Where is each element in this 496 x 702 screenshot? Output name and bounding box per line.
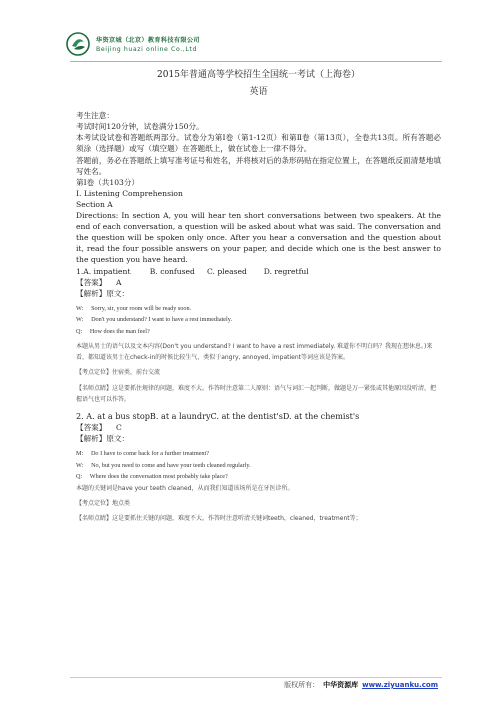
footer-url-link[interactable]: www.ziyuanku.com [362, 681, 438, 689]
question-2-analysis-label: 【解析】原文： [76, 434, 130, 444]
page-header [66, 30, 446, 60]
company-name-cn: 华资京城（北京）教育科技有限公司 [96, 37, 200, 44]
part-one-heading: 第Ⅰ卷（共103分） [76, 177, 140, 187]
question-2-line-q: Q: Where does the conversation most probably take place? [76, 473, 228, 481]
footer-site-name: 中华资源库 [323, 681, 359, 689]
footer-divider [70, 677, 442, 678]
page-footer [284, 680, 438, 690]
company-logo-icon [66, 32, 90, 56]
question-2-line-w1: W: No, but you need to come and have your teeth cleaned regularly. [76, 461, 251, 469]
question-2-tip: 【名师点睛】这是要抓住关键的问题，难度不大。作答时注意听清关键词teeth，cleaned，treatment等； [76, 514, 362, 522]
question-1-line-q: Q: How does the man feel? [76, 327, 150, 335]
question-2-note: 本题的关键词是have your teeth cleaned，从而我们知道该场所是在牙医诊所。 [76, 484, 294, 492]
question-2-answer: 【答案】 C [76, 423, 122, 433]
question-1-answer: 【答案】 A [76, 277, 122, 287]
question-1-point: 【考点定位】住宿类，前台交流 [76, 369, 161, 377]
exam-title: 2015年普通高等学校招生全国统一考试（上海卷） [157, 70, 360, 80]
question-1-line-w2: W: Don't you understand? I want to have a rest immediately. [76, 316, 232, 324]
question-2-options: 2. A. at a bus stopB. at a laundryC. at the dentist'sD. at the chemist's [76, 411, 360, 422]
header-divider [70, 61, 442, 62]
directions-text: Directions: In section A, you will hear ten short conversations between two speakers. At the end of each conversation, a question will be asked about what was said. The conversation and the question will be spoken only once. After you hear a conversation and the question about it, read the four possible answers on your paper, and decide which one is the best answer to the question you have heard. [76, 211, 441, 265]
notice-paper: 本考试设试卷和答题纸两部分。试卷分为第Ⅰ卷（第1-12页）和第Ⅱ卷（第13页），全卷共13页。所有答题必须涂（选择题）或写（填空题）在答题纸上，做在试卷上一律不得分。 [76, 133, 441, 154]
question-2-line-m1: M: Do I have to come back for a further treatment? [76, 450, 209, 458]
question-1-line-w1: W: Sorry, sir, your room will be ready soon. [76, 304, 192, 312]
question-2-point: 【考点定位】地点类 [76, 499, 131, 507]
section-a-heading: Section A [76, 199, 113, 209]
question-1-note: 本题从男士的语气以及文本内容(Don't you understand? I want to have a rest immediately. 难道你不明白吗？我现在想休息。)来看，都知道该男士在check-in的时候比较生气，类似于angry, annoyed, impatient等词应该是答案。 [76, 343, 433, 362]
question-1-analysis-label: 【解析】原文： [76, 288, 130, 298]
company-name-en: Beijing huazi online Co.,Ltd [96, 46, 197, 53]
question-1-tip: 【名师点睛】这是要抓住规律的问题，难度不大。作答时注意第二人原则：语气与词汇一起判断，做题是万一紧张或其他原因没听清，把握语气也可以作答。 [76, 384, 437, 403]
notice-answer-sheet: 答题前，务必在答题纸上填写准考证号和姓名，并将核对后的条形码贴在指定位置上，在答题纸反面清楚地填写姓名。 [76, 155, 441, 176]
question-1-options: 1.A. impatient B. confused C. pleased D. regretful [76, 266, 309, 276]
document-body [76, 70, 441, 524]
notice-title: 考生注意： [76, 111, 114, 121]
exam-subject: 英语 [249, 87, 268, 98]
section-heading: I. Listening Comprehension [76, 188, 183, 198]
footer-label: 版权所有： [284, 681, 320, 689]
notice-time: 考试时间120分钟，试卷满分150分。 [76, 122, 204, 132]
